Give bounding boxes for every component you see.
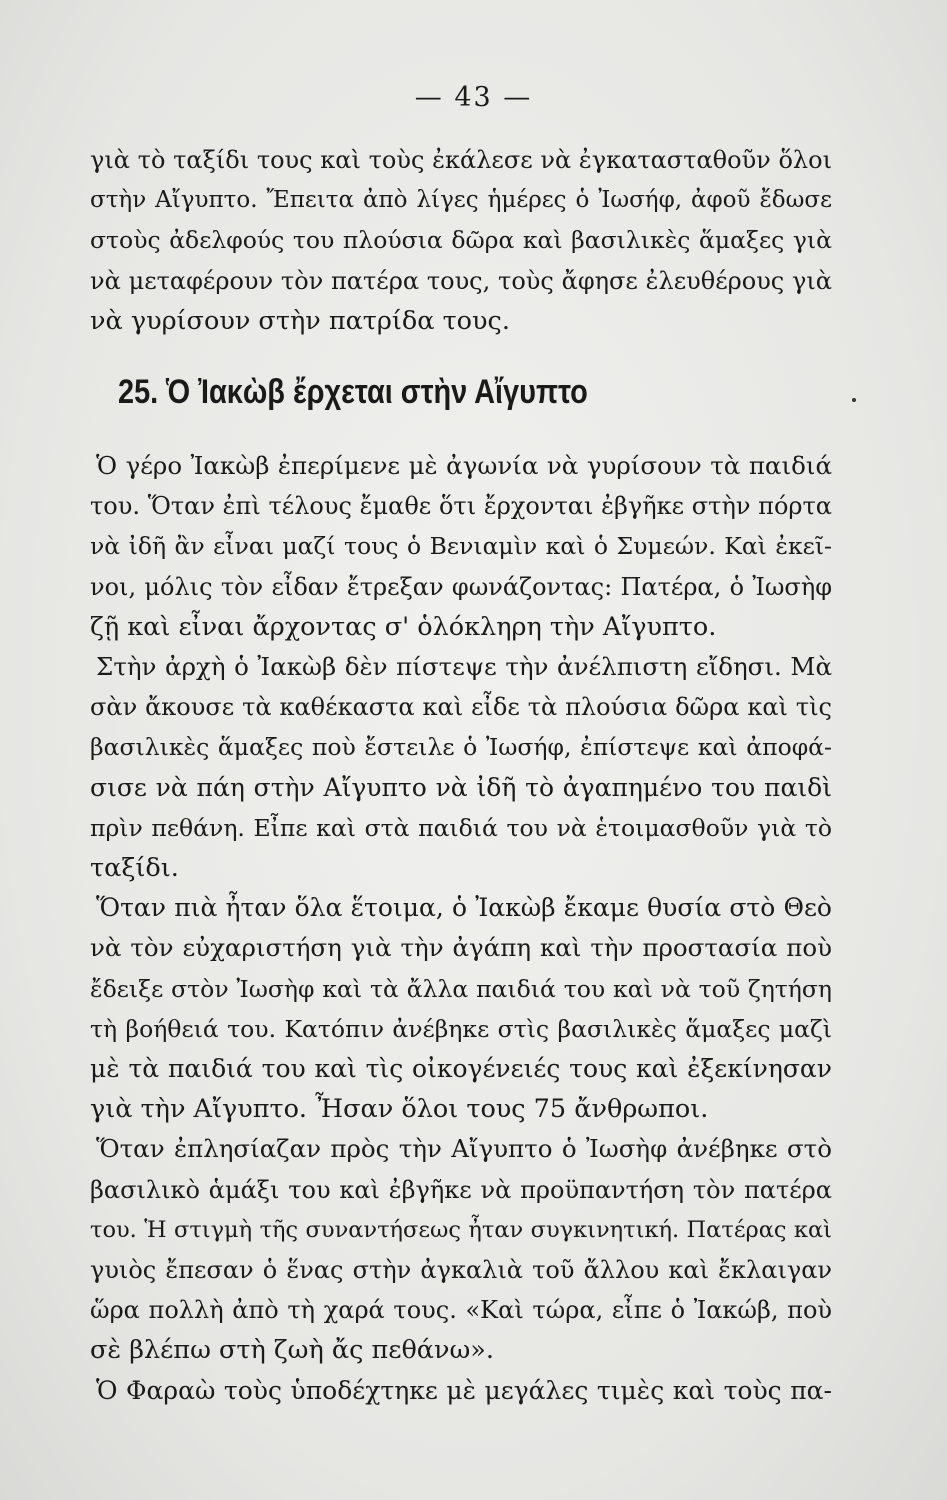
text-line: σισε νὰ πάη στὴν Αἴγυπτο νὰ ἰδῆ τὸ ἀγαπημένο του παιδὶ bbox=[90, 772, 832, 802]
text-line: του. Ὅταν ἐπὶ τέλους ἔμαθε ὅτι ἔρχονται ἐβγῆκε στὴν πόρτα bbox=[90, 492, 832, 521]
text-line: ζῇ καὶ εἶναι ἄρχοντας σ' ὁλόκληρη τὴν Αἴγυπτο. bbox=[90, 611, 717, 642]
text-line: ὥρα πολλὴ ἀπὸ τὴ χαρά τους. «Καὶ τώρα, εἶπε ὁ Ἰακώβ, ποὺ bbox=[90, 1296, 832, 1325]
text-line: στοὺς ἀδελφούς του πλούσια δῶρα καὶ βασιλικὲς ἅμαξες γιὰ bbox=[90, 226, 832, 255]
text-line: τὴ βοήθειά του. Κατόπιν ἀνέβηκε στὶς βασιλικὲς ἅμαξες μαζὶ bbox=[90, 1014, 832, 1043]
text-line: Στὴν ἀρχὴ ὁ Ἰακὼβ δὲν πίστεψε τὴν ἀνέλπιστη εἴδησι. Μὰ bbox=[96, 652, 832, 682]
text-line: γιὰ τὸ ταξίδι τους καὶ τοὺς ἐκάλεσε νὰ ἐγκατασταθοῦν ὅλοι bbox=[90, 146, 832, 174]
text-line: ἔδειξε στὸν Ἰωσὴφ καὶ τὰ ἄλλα παιδιά του καὶ νὰ τοῦ ζητήση bbox=[90, 974, 832, 1003]
text-line: σὰν ἄκουσε τὰ καθέκαστα καὶ εἶδε τὰ πλούσια δῶρα καὶ τὶς bbox=[90, 693, 832, 722]
section-heading: 25. Ὁ Ἰακὼβ ἔρχεται στὴν Αἴγυπτο bbox=[118, 373, 588, 411]
text-line: νὰ τὸν εὐχαριστήση γιὰ τὴν ἀγάπη καὶ τὴν προστασία ποὺ bbox=[90, 933, 832, 963]
text-line: ταξίδι. bbox=[90, 853, 179, 884]
text-line: στὴν Αἴγυπτο. Ἔπειτα ἀπὸ λίγες ἡμέρες ὁ Ἰωσήφ, ἀφοῦ ἔδωσε bbox=[90, 187, 832, 214]
text-line: πρὶν πεθάνη. Εἶπε καὶ στὰ παιδιά του νὰ ἑτοιμασθοῦν γιὰ τὸ bbox=[90, 813, 832, 842]
text-line: Ὁ Φαραὼ τοὺς ὑποδέχτηκε μὲ μεγάλες τιμὲς καὶ τοὺς πα- bbox=[96, 1375, 832, 1405]
text-line: σὲ βλέπω στὴ ζωὴ ἄς πεθάνω». bbox=[90, 1335, 495, 1366]
text-line: νὰ μεταφέρουν τὸν πατέρα τους, τοὺς ἄφησε ἐλευθέρους γιὰ bbox=[90, 266, 832, 295]
print-speck bbox=[852, 398, 856, 402]
text-line: μὲ τὰ παιδιά του καὶ τὶς οἰκογένειές τους καὶ ἐξεκίνησαν bbox=[90, 1054, 832, 1084]
text-line: Ὁ γέρο Ἰακὼβ ἐπερίμενε μὲ ἀγωνία νὰ γυρίσουν τὰ παιδιά bbox=[96, 451, 832, 480]
text-line: Ὅταν πιὰ ἦταν ὅλα ἕτοιμα, ὁ Ἰακὼβ ἔκαμε θυσία στὸ Θεὸ bbox=[96, 893, 832, 923]
text-line: νὰ γυρίσουν στὴν πατρίδα τους. bbox=[90, 305, 510, 336]
section-body bbox=[90, 446, 832, 1411]
text-line: νὰ ἰδῆ ἂν εἶναι μαζί τους ὁ Βενιαμὶν καὶ ὁ Συμεών. Καὶ ἐκεῖ- bbox=[90, 532, 832, 561]
page-number: — 43 — bbox=[414, 82, 533, 113]
text-line: βασιλικὲς ἅμαξες ποὺ ἔστειλε ὁ Ἰωσήφ, ἐπίστεψε καὶ ἀποφά- bbox=[90, 733, 832, 762]
text-line: γυιὸς ἔπεσαν ὁ ἕνας στὴν ἀγκαλιὰ τοῦ ἄλλου καὶ ἔκλαιγαν bbox=[90, 1256, 832, 1285]
text-line: βασιλικὸ ἁμάξι του καὶ ἐβγῆκε νὰ προϋπαντήση τὸν πατέρα bbox=[90, 1175, 832, 1204]
text-line: Ὅταν ἐπλησίαζαν πρὸς τὴν Αἴγυπτο ὁ Ἰωσὴφ ἀνέβηκε στὸ bbox=[96, 1134, 832, 1164]
text-line: νοι, μόλις τὸν εἶδαν ἔτρεξαν φωνάζοντας: Πατέρα, ὁ Ἰωσὴφ bbox=[90, 572, 832, 601]
text-line: του. Ἡ στιγμὴ τῆς συναντήσεως ἦταν συγκινητική. Πατέρας καὶ bbox=[90, 1216, 832, 1243]
intro-paragraph bbox=[90, 140, 832, 341]
text-line: γιὰ τὴν Αἴγυπτο. Ἦσαν ὅλοι τους 75 ἄνθρωποι. bbox=[90, 1094, 709, 1125]
